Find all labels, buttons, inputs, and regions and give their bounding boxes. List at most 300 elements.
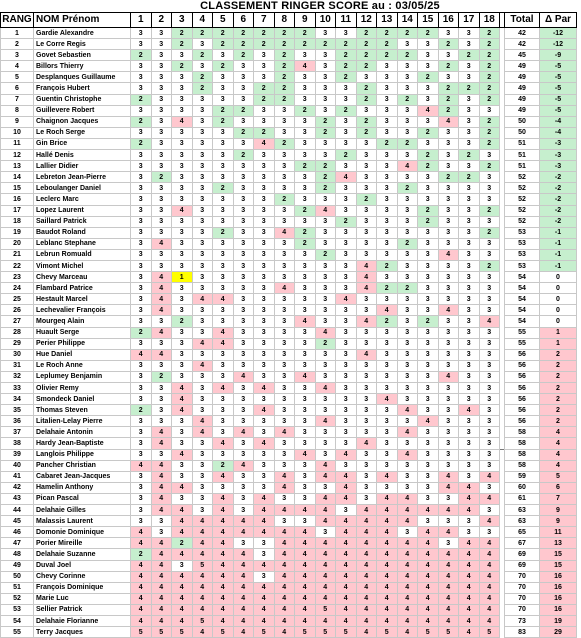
hole-score-cell: 4 bbox=[151, 283, 172, 294]
hole-score-cell: 3 bbox=[213, 72, 234, 83]
table-row bbox=[1, 560, 577, 571]
hole-score-cell: 3 bbox=[192, 394, 213, 405]
hole-score-cell: 4 bbox=[172, 571, 193, 582]
hole-score-cell: 2 bbox=[418, 28, 439, 39]
hole-score-cell: 3 bbox=[459, 249, 480, 260]
player-name-cell: Baudot Roland bbox=[34, 227, 131, 238]
hole-score-cell: 2 bbox=[479, 72, 500, 83]
total-cell: 42 bbox=[505, 39, 540, 50]
rank-cell: 17 bbox=[1, 205, 34, 216]
hole-score-cell: 3 bbox=[479, 283, 500, 294]
hole-score-cell: 4 bbox=[397, 161, 418, 172]
hole-score-cell: 3 bbox=[479, 327, 500, 338]
hole-score-cell: 3 bbox=[336, 116, 357, 127]
hole-score-cell: 4 bbox=[213, 604, 234, 615]
hole-score-cell: 3 bbox=[151, 205, 172, 216]
hole-score-cell: 3 bbox=[131, 249, 152, 260]
hole-score-cell: 3 bbox=[397, 360, 418, 371]
hole-score-cell: 3 bbox=[418, 283, 439, 294]
hole-score-cell: 3 bbox=[274, 371, 295, 382]
hole-score-cell: 4 bbox=[274, 593, 295, 604]
hole-score-cell: 3 bbox=[315, 527, 336, 538]
hole-score-cell: 2 bbox=[295, 39, 316, 50]
hole-score-cell: 4 bbox=[336, 172, 357, 183]
table-row bbox=[1, 371, 577, 382]
hole-score-cell: 4 bbox=[336, 449, 357, 460]
hole-score-cell: 4 bbox=[356, 615, 377, 626]
hole-score-cell: 3 bbox=[254, 249, 275, 260]
hole-score-cell: 4 bbox=[438, 371, 459, 382]
table-row bbox=[1, 116, 577, 127]
hole-score-cell: 4 bbox=[438, 560, 459, 571]
hole-score-cell: 2 bbox=[418, 127, 439, 138]
hole-score-cell: 3 bbox=[336, 338, 357, 349]
hole-score-cell: 3 bbox=[192, 505, 213, 516]
delta-par-cell: -4 bbox=[540, 116, 577, 127]
hole-score-cell: 4 bbox=[172, 449, 193, 460]
hole-score-cell: 3 bbox=[295, 127, 316, 138]
hole-score-cell: 4 bbox=[356, 571, 377, 582]
hole-score-cell: 2 bbox=[233, 150, 254, 161]
hole-score-cell: 3 bbox=[438, 294, 459, 305]
table-row bbox=[1, 471, 577, 482]
hole-score-cell: 3 bbox=[438, 405, 459, 416]
hole-score-cell: 3 bbox=[192, 39, 213, 50]
delta-par-cell: 19 bbox=[540, 615, 577, 626]
hole-score-cell: 3 bbox=[233, 449, 254, 460]
table-row bbox=[1, 405, 577, 416]
hole-score-cell: 3 bbox=[315, 150, 336, 161]
hole-score-cell: 4 bbox=[254, 383, 275, 394]
hole-score-cell: 2 bbox=[397, 50, 418, 61]
hole-score-cell: 4 bbox=[172, 582, 193, 593]
hole-score-cell: 5 bbox=[295, 627, 316, 638]
hole-score-cell: 3 bbox=[356, 327, 377, 338]
hole-score-cell: 4 bbox=[295, 615, 316, 626]
hole-score-cell: 4 bbox=[315, 516, 336, 527]
rank-cell: 1 bbox=[1, 28, 34, 39]
hole-score-cell: 3 bbox=[172, 360, 193, 371]
total-cell: 45 bbox=[505, 50, 540, 61]
total-cell: 65 bbox=[505, 527, 540, 538]
hole-score-cell: 4 bbox=[397, 516, 418, 527]
hole-score-cell: 3 bbox=[397, 83, 418, 94]
hole-score-cell: 3 bbox=[479, 294, 500, 305]
hole-score-cell: 3 bbox=[336, 94, 357, 105]
hole-score-cell: 3 bbox=[233, 338, 254, 349]
hole-score-cell: 4 bbox=[131, 560, 152, 571]
hole-score-cell: 3 bbox=[377, 438, 398, 449]
hole-score-cell: 2 bbox=[254, 39, 275, 50]
hole-score-cell: 3 bbox=[418, 39, 439, 50]
player-name-cell: Le Roch Anne bbox=[34, 360, 131, 371]
hole-score-cell: 2 bbox=[336, 61, 357, 72]
hole-score-cell: 3 bbox=[459, 383, 480, 394]
hole-score-cell: 3 bbox=[438, 205, 459, 216]
total-cell: 52 bbox=[505, 172, 540, 183]
hole-score-cell: 4 bbox=[131, 615, 152, 626]
hole-score-cell: 3 bbox=[213, 138, 234, 149]
hole-score-cell: 3 bbox=[192, 161, 213, 172]
hole-score-cell: 3 bbox=[233, 416, 254, 427]
hole-score-cell: 3 bbox=[131, 383, 152, 394]
hole-score-cell: 4 bbox=[479, 538, 500, 549]
total-cell: 53 bbox=[505, 260, 540, 271]
player-name-cell: Lechevalier François bbox=[34, 305, 131, 316]
hole-score-cell: 2 bbox=[479, 39, 500, 50]
player-name-cell: Delahaie Florianne bbox=[34, 615, 131, 626]
hole-score-cell: 2 bbox=[418, 216, 439, 227]
hole-score-cell: 3 bbox=[336, 272, 357, 283]
hole-score-cell: 4 bbox=[315, 460, 336, 471]
hole-score-cell: 3 bbox=[459, 305, 480, 316]
hole-score-cell: 3 bbox=[213, 50, 234, 61]
hole-score-cell: 4 bbox=[274, 527, 295, 538]
hole-score-cell: 3 bbox=[459, 471, 480, 482]
hole-score-cell: 2 bbox=[131, 94, 152, 105]
hole-score-cell: 4 bbox=[438, 582, 459, 593]
hole-score-cell: 4 bbox=[131, 604, 152, 615]
hole-score-cell: 4 bbox=[377, 571, 398, 582]
total-cell: 51 bbox=[505, 138, 540, 149]
hole-score-cell: 4 bbox=[233, 516, 254, 527]
rank-cell: 35 bbox=[1, 405, 34, 416]
hole-score-cell: 3 bbox=[151, 183, 172, 194]
player-name-cell: Mourgeq Alain bbox=[34, 316, 131, 327]
player-name-cell: Leboulanger Daniel bbox=[34, 183, 131, 194]
hole-score-cell: 2 bbox=[315, 249, 336, 260]
hole-score-cell: 3 bbox=[274, 349, 295, 360]
hole-score-cell: 3 bbox=[315, 61, 336, 72]
hole-score-cell: 2 bbox=[315, 161, 336, 172]
total-cell: 51 bbox=[505, 161, 540, 172]
hole-score-cell: 2 bbox=[233, 28, 254, 39]
player-name-cell: Thomas Steven bbox=[34, 405, 131, 416]
hole-score-cell: 3 bbox=[151, 61, 172, 72]
hole-score-cell: 3 bbox=[397, 116, 418, 127]
hole-score-cell: 2 bbox=[479, 161, 500, 172]
hole-score-cell: 3 bbox=[397, 383, 418, 394]
table-row bbox=[1, 138, 577, 149]
hole-score-cell: 3 bbox=[274, 493, 295, 504]
hole-score-cell: 3 bbox=[479, 305, 500, 316]
ranking-table bbox=[0, 12, 577, 638]
hole-score-cell: 2 bbox=[336, 105, 357, 116]
hole-score-cell: 3 bbox=[233, 294, 254, 305]
hole-score-cell: 3 bbox=[172, 138, 193, 149]
hole-score-cell: 3 bbox=[397, 216, 418, 227]
hole-score-cell: 3 bbox=[479, 216, 500, 227]
hole-score-cell: 3 bbox=[418, 493, 439, 504]
hole-score-cell: 2 bbox=[336, 50, 357, 61]
hole-score-cell: 3 bbox=[172, 427, 193, 438]
hole-score-cell: 4 bbox=[172, 593, 193, 604]
player-name-cell: Porier Mireille bbox=[34, 538, 131, 549]
hole-score-cell: 3 bbox=[397, 482, 418, 493]
hole-score-cell: 3 bbox=[356, 371, 377, 382]
table-row bbox=[1, 438, 577, 449]
total-cell: 83 bbox=[505, 627, 540, 638]
hole-score-cell: 2 bbox=[274, 50, 295, 61]
hole-score-cell: 3 bbox=[151, 94, 172, 105]
header-hole-18: 18 bbox=[479, 13, 500, 28]
player-name-cell: Pancher Christian bbox=[34, 460, 131, 471]
hole-score-cell: 3 bbox=[418, 172, 439, 183]
hole-score-cell: 4 bbox=[233, 427, 254, 438]
hole-score-cell: 3 bbox=[377, 272, 398, 283]
table-row bbox=[1, 238, 577, 249]
hole-score-cell: 4 bbox=[274, 427, 295, 438]
hole-score-cell: 3 bbox=[315, 316, 336, 327]
hole-score-cell: 4 bbox=[315, 493, 336, 504]
hole-score-cell: 3 bbox=[377, 338, 398, 349]
hole-score-cell: 3 bbox=[172, 493, 193, 504]
player-name-cell: Vimont Michel bbox=[34, 260, 131, 271]
hole-score-cell: 4 bbox=[315, 582, 336, 593]
hole-score-cell: 3 bbox=[172, 194, 193, 205]
hole-score-cell: 4 bbox=[397, 493, 418, 504]
delta-par-cell: 2 bbox=[540, 349, 577, 360]
hole-score-cell: 4 bbox=[233, 604, 254, 615]
hole-score-cell: 4 bbox=[254, 505, 275, 516]
hole-score-cell: 3 bbox=[377, 183, 398, 194]
hole-score-cell: 3 bbox=[315, 438, 336, 449]
hole-score-cell: 3 bbox=[192, 127, 213, 138]
table-row bbox=[1, 505, 577, 516]
hole-score-cell: 3 bbox=[377, 482, 398, 493]
header-hole-7: 7 bbox=[254, 13, 275, 28]
hole-score-cell: 2 bbox=[315, 116, 336, 127]
table-row bbox=[1, 394, 577, 405]
total-cell: 42 bbox=[505, 28, 540, 39]
hole-score-cell: 3 bbox=[397, 150, 418, 161]
hole-score-cell: 4 bbox=[418, 615, 439, 626]
hole-score-cell: 3 bbox=[377, 161, 398, 172]
rank-cell: 3 bbox=[1, 50, 34, 61]
hole-score-cell: 2 bbox=[274, 194, 295, 205]
hole-score-cell: 3 bbox=[377, 360, 398, 371]
hole-score-cell: 3 bbox=[479, 416, 500, 427]
hole-score-cell: 3 bbox=[295, 471, 316, 482]
delta-par-cell: -4 bbox=[540, 127, 577, 138]
hole-score-cell: 3 bbox=[438, 493, 459, 504]
player-name-cell: Leclerc Marc bbox=[34, 194, 131, 205]
delta-par-cell: 15 bbox=[540, 560, 577, 571]
rank-cell: 36 bbox=[1, 416, 34, 427]
total-cell: 50 bbox=[505, 127, 540, 138]
hole-score-cell: 3 bbox=[377, 327, 398, 338]
hole-score-cell: 3 bbox=[438, 338, 459, 349]
hole-score-cell: 5 bbox=[131, 627, 152, 638]
total-cell: 52 bbox=[505, 194, 540, 205]
hole-score-cell: 2 bbox=[356, 39, 377, 50]
hole-score-cell: 4 bbox=[356, 505, 377, 516]
hole-score-cell: 3 bbox=[213, 283, 234, 294]
hole-score-cell: 4 bbox=[397, 549, 418, 560]
hole-score-cell: 3 bbox=[459, 438, 480, 449]
hole-score-cell: 3 bbox=[274, 438, 295, 449]
hole-score-cell: 4 bbox=[151, 438, 172, 449]
total-cell: 70 bbox=[505, 593, 540, 604]
total-cell: 61 bbox=[505, 493, 540, 504]
hole-score-cell: 3 bbox=[479, 427, 500, 438]
hole-score-cell: 4 bbox=[438, 482, 459, 493]
total-cell: 54 bbox=[505, 316, 540, 327]
table-row bbox=[1, 593, 577, 604]
rank-cell: 37 bbox=[1, 427, 34, 438]
hole-score-cell: 4 bbox=[233, 615, 254, 626]
delta-par-cell: -2 bbox=[540, 205, 577, 216]
hole-score-cell: 3 bbox=[315, 394, 336, 405]
hole-score-cell: 3 bbox=[172, 305, 193, 316]
hole-score-cell: 3 bbox=[479, 272, 500, 283]
hole-score-cell: 4 bbox=[213, 516, 234, 527]
hole-score-cell: 3 bbox=[274, 316, 295, 327]
total-cell: 49 bbox=[505, 83, 540, 94]
hole-score-cell: 3 bbox=[233, 61, 254, 72]
player-name-cell: Delahaie Suzanne bbox=[34, 549, 131, 560]
rank-cell: 55 bbox=[1, 627, 34, 638]
hole-score-cell: 3 bbox=[151, 416, 172, 427]
page-title: CLASSEMENT RINGER SCORE au : 03/05/25 bbox=[200, 0, 440, 12]
hole-score-cell: 2 bbox=[459, 150, 480, 161]
hole-score-cell: 4 bbox=[356, 516, 377, 527]
hole-score-cell: 4 bbox=[151, 604, 172, 615]
hole-score-cell: 3 bbox=[459, 39, 480, 50]
hole-score-cell: 4 bbox=[356, 349, 377, 360]
hole-score-cell: 4 bbox=[315, 505, 336, 516]
hole-score-cell: 4 bbox=[377, 582, 398, 593]
hole-score-cell: 3 bbox=[274, 294, 295, 305]
hole-score-cell: 2 bbox=[377, 316, 398, 327]
hole-score-cell: 3 bbox=[418, 50, 439, 61]
hole-score-cell: 2 bbox=[377, 28, 398, 39]
hole-score-cell: 4 bbox=[479, 471, 500, 482]
rank-cell: 30 bbox=[1, 349, 34, 360]
hole-score-cell: 4 bbox=[192, 571, 213, 582]
hole-score-cell: 4 bbox=[479, 493, 500, 504]
rank-cell: 43 bbox=[1, 493, 34, 504]
hole-score-cell: 2 bbox=[336, 150, 357, 161]
hole-score-cell: 3 bbox=[438, 360, 459, 371]
hole-score-cell: 3 bbox=[254, 105, 275, 116]
hole-score-cell: 2 bbox=[356, 28, 377, 39]
hole-score-cell: 4 bbox=[336, 560, 357, 571]
hole-score-cell: 5 bbox=[438, 627, 459, 638]
player-name-cell: Gardie Alexandre bbox=[34, 28, 131, 39]
hole-score-cell: 3 bbox=[233, 471, 254, 482]
hole-score-cell: 5 bbox=[479, 627, 500, 638]
hole-score-cell: 4 bbox=[233, 460, 254, 471]
hole-score-cell: 3 bbox=[418, 238, 439, 249]
hole-score-cell: 3 bbox=[397, 349, 418, 360]
hole-score-cell: 2 bbox=[479, 138, 500, 149]
hole-score-cell: 2 bbox=[459, 83, 480, 94]
hole-score-cell: 4 bbox=[459, 505, 480, 516]
hole-score-cell: 3 bbox=[254, 227, 275, 238]
hole-score-cell: 4 bbox=[213, 549, 234, 560]
player-name-cell: Hestault Marcel bbox=[34, 294, 131, 305]
hole-score-cell: 3 bbox=[397, 294, 418, 305]
delta-par-cell: -1 bbox=[540, 260, 577, 271]
table-row bbox=[1, 161, 577, 172]
hole-score-cell: 4 bbox=[336, 604, 357, 615]
table-row bbox=[1, 460, 577, 471]
hole-score-cell: 4 bbox=[356, 260, 377, 271]
hole-score-cell: 3 bbox=[213, 316, 234, 327]
hole-score-cell: 3 bbox=[131, 394, 152, 405]
hole-score-cell: 4 bbox=[254, 405, 275, 416]
hole-score-cell: 3 bbox=[233, 327, 254, 338]
hole-score-cell: 3 bbox=[233, 394, 254, 405]
hole-score-cell: 4 bbox=[213, 593, 234, 604]
hole-score-cell: 4 bbox=[336, 471, 357, 482]
hole-score-cell: 3 bbox=[192, 405, 213, 416]
table-row bbox=[1, 571, 577, 582]
hole-score-cell: 3 bbox=[295, 383, 316, 394]
hole-score-cell: 3 bbox=[213, 416, 234, 427]
rank-cell: 24 bbox=[1, 283, 34, 294]
hole-score-cell: 4 bbox=[356, 627, 377, 638]
hole-score-cell: 3 bbox=[192, 116, 213, 127]
delta-par-cell: 7 bbox=[540, 493, 577, 504]
hole-score-cell: 4 bbox=[192, 538, 213, 549]
hole-score-cell: 3 bbox=[377, 349, 398, 360]
hole-score-cell: 4 bbox=[213, 571, 234, 582]
hole-score-cell: 3 bbox=[151, 394, 172, 405]
hole-score-cell: 3 bbox=[131, 516, 152, 527]
total-cell: 56 bbox=[505, 371, 540, 382]
hole-score-cell: 4 bbox=[213, 327, 234, 338]
hole-score-cell: 3 bbox=[356, 150, 377, 161]
hole-score-cell: 3 bbox=[356, 294, 377, 305]
hole-score-cell: 2 bbox=[479, 83, 500, 94]
hole-score-cell: 3 bbox=[418, 138, 439, 149]
hole-score-cell: 4 bbox=[356, 283, 377, 294]
player-name-cell: Guentin Christophe bbox=[34, 94, 131, 105]
rank-cell: 41 bbox=[1, 471, 34, 482]
hole-score-cell: 4 bbox=[459, 582, 480, 593]
hole-score-cell: 2 bbox=[233, 127, 254, 138]
hole-score-cell: 3 bbox=[356, 383, 377, 394]
hole-score-cell: 3 bbox=[479, 249, 500, 260]
hole-score-cell: 3 bbox=[295, 482, 316, 493]
hole-score-cell: 4 bbox=[213, 527, 234, 538]
hole-score-cell: 3 bbox=[192, 205, 213, 216]
hole-score-cell: 4 bbox=[315, 615, 336, 626]
table-body bbox=[1, 28, 577, 638]
hole-score-cell: 2 bbox=[418, 316, 439, 327]
delta-par-cell: 2 bbox=[540, 371, 577, 382]
hole-score-cell: 2 bbox=[274, 83, 295, 94]
hole-score-cell: 3 bbox=[213, 161, 234, 172]
hole-score-cell: 3 bbox=[377, 194, 398, 205]
hole-score-cell: 3 bbox=[418, 260, 439, 271]
hole-score-cell: 3 bbox=[254, 216, 275, 227]
hole-score-cell: 3 bbox=[295, 150, 316, 161]
hole-score-cell: 3 bbox=[315, 138, 336, 149]
hole-score-cell: 3 bbox=[295, 138, 316, 149]
delta-par-cell: 16 bbox=[540, 571, 577, 582]
hole-score-cell: 4 bbox=[295, 449, 316, 460]
hole-score-cell: 3 bbox=[315, 227, 336, 238]
hole-score-cell: 3 bbox=[315, 260, 336, 271]
hole-score-cell: 3 bbox=[438, 150, 459, 161]
hole-score-cell: 3 bbox=[438, 28, 459, 39]
hole-score-cell: 3 bbox=[172, 349, 193, 360]
hole-score-cell: 2 bbox=[192, 50, 213, 61]
hole-score-cell: 4 bbox=[397, 571, 418, 582]
